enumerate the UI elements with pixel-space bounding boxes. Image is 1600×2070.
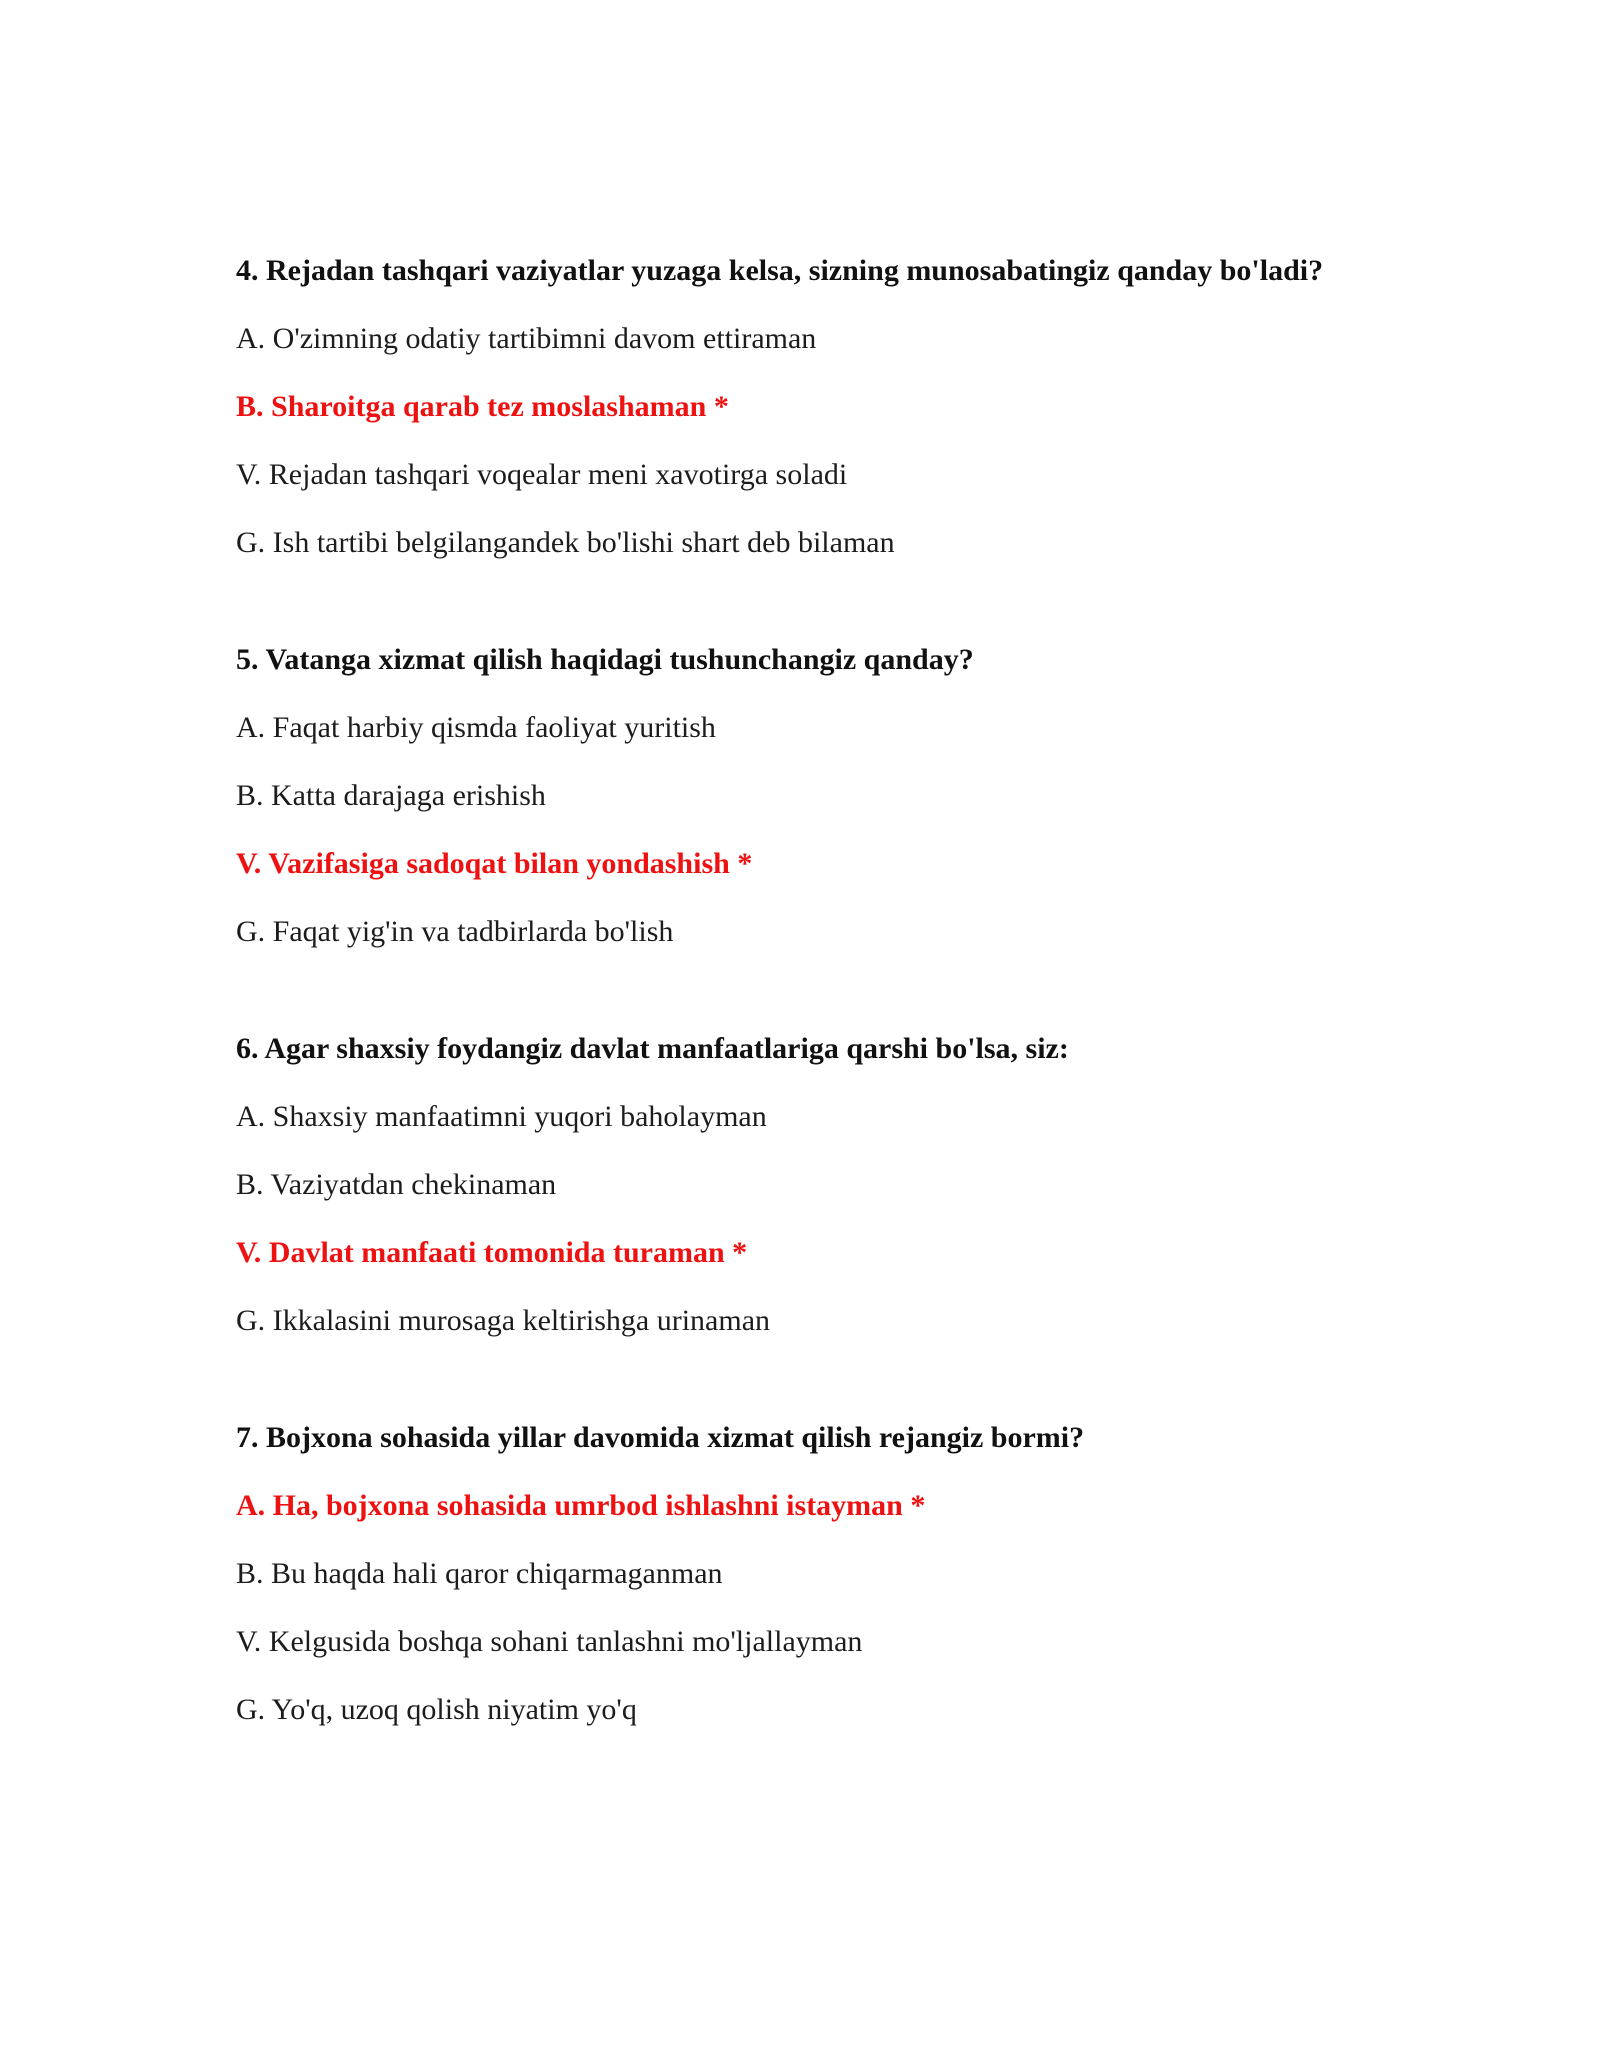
option-v: V. Kelgusida boshqa sohani tanlashni mo'ljallayman: [236, 1625, 863, 1658]
question-title: 7. Bojxona sohasida yillar davomida xizmat qilish rejangiz bormi?: [236, 1421, 1085, 1454]
question-7: [236, 1417, 1336, 1730]
question-4: [236, 250, 1336, 563]
quiz-content: [236, 250, 1336, 1806]
question-6: [236, 1028, 1336, 1341]
option-v: V. Rejadan tashqari voqealar meni xavotirga soladi: [236, 458, 848, 491]
option-g: G. Ikkalasini murosaga keltirishga urinaman: [236, 1304, 771, 1337]
option-b: B. Bu haqda hali qaror chiqarmaganman: [236, 1557, 723, 1590]
question-5: [236, 639, 1336, 952]
question-title: 6. Agar shaxsiy foydangiz davlat manfaatlariga qarshi bo'lsa, siz:: [236, 1032, 1069, 1065]
option-v-correct: V. Vazifasiga sadoqat bilan yondashish *: [236, 847, 753, 880]
option-a: A. Faqat harbiy qismda faoliyat yuritish: [236, 711, 716, 744]
option-a-correct: A. Ha, bojxona sohasida umrbod ishlashni istayman *: [236, 1489, 926, 1522]
option-b-correct: B. Sharoitga qarab tez moslashaman *: [236, 390, 729, 423]
option-a: A. Shaxsiy manfaatimni yuqori baholayman: [236, 1100, 767, 1133]
option-a: A. O'zimning odatiy tartibimni davom ettiraman: [236, 322, 817, 355]
question-title: 4. Rejadan tashqari vaziyatlar yuzaga kelsa, sizning munosabatingiz qanday bo'ladi?: [236, 254, 1324, 287]
option-b: B. Vaziyatdan chekinaman: [236, 1168, 557, 1201]
option-g: G. Yo'q, uzoq qolish niyatim yo'q: [236, 1693, 637, 1726]
option-g: G. Ish tartibi belgilangandek bo'lishi shart deb bilaman: [236, 526, 895, 559]
option-v-correct: V. Davlat manfaati tomonida turaman *: [236, 1236, 748, 1269]
question-title: 5. Vatanga xizmat qilish haqidagi tushunchangiz qanday?: [236, 643, 974, 676]
option-b: B. Katta darajaga erishish: [236, 779, 546, 812]
option-g: G. Faqat yig'in va tadbirlarda bo'lish: [236, 915, 674, 948]
